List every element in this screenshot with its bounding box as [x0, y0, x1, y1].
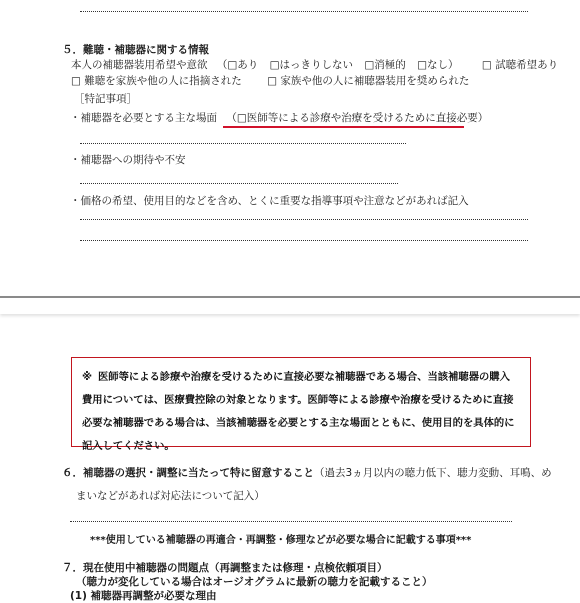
- red-underline: [223, 126, 464, 128]
- top-dotted-line: [80, 11, 528, 12]
- dotted-line-1: [80, 143, 406, 144]
- medical-deduction-notice: [71, 357, 531, 452]
- main-scene-label: ・補聴器を必要とする主な場面: [70, 112, 217, 124]
- dotted-line-5: [70, 521, 512, 522]
- wish-option-passive[interactable]: □消極的: [364, 59, 406, 71]
- section6-note-line2: まいなどがあれば対応法について記入）: [76, 490, 265, 502]
- section6-note-line1: （過去3ヵ月以内の聴力低下、聴力変動、耳鳴、め: [314, 467, 552, 479]
- notice-mark: ※: [82, 371, 93, 383]
- main-scene-row: [70, 110, 488, 125]
- hearing-aid-wish-row: [71, 57, 558, 72]
- dotted-line-3: [80, 219, 528, 220]
- wish-label: 本人の補聴器装用希望や意欲: [71, 59, 208, 71]
- dotted-line-2: [80, 183, 398, 184]
- page-break: [0, 296, 580, 314]
- section5-heading: ５．難聴・補聴器に関する情報: [62, 44, 209, 56]
- family-row: [71, 73, 469, 88]
- section7-subnote: （聴力が変化している場合はオージオグラムに最新の聴力を記載すること）: [76, 576, 433, 588]
- wish-option-unclear[interactable]: □はっきりしない: [269, 59, 354, 71]
- section6-heading: ６．補聴器の選択・調整に当たって特に留意すること: [62, 467, 314, 479]
- section6-heading-row: [62, 465, 552, 480]
- family-pointed-out-option[interactable]: □ 難聴を家族や他の人に指摘された: [71, 75, 242, 87]
- wish-option-none[interactable]: □なし）: [417, 59, 459, 71]
- wish-option-yes[interactable]: （□あり: [216, 59, 259, 71]
- dotted-line-4: [80, 240, 528, 241]
- family-recommended-option[interactable]: □ 家族や他の人に補聴器装用を奨められた: [267, 75, 470, 87]
- section7-item1: (1) 補聴器再調整が必要な理由: [70, 590, 217, 602]
- expectation-label: ・補聴器への期待や不安: [70, 154, 186, 166]
- instructions-label: ・価格の希望、使用目的などを含め、とくに重要な指導事項や注意などがあれば記入: [70, 195, 469, 207]
- section7-heading: ７．現在使用中補聴器の問題点（再調整または修理・点検依頼項目）: [62, 562, 388, 574]
- trial-listening-option[interactable]: □ 試聴希望あり: [481, 59, 559, 71]
- notice-text: 医師等による診療や治療を受けるために直接必要な補聴器である場合、当該補聴器の購入費用については、医療費控除の対象となります。医師等による診療や治療を受けるために直接必要な補聴器である場合は、当該補聴器を必要とする主な場面とともに、使用目的を具体的に記入してください。: [82, 371, 515, 452]
- direct-necessity-option[interactable]: （□医師等による診療や治療を受けるために直接必要）: [226, 112, 489, 124]
- special-notes-label: ［特記事項］: [74, 93, 137, 105]
- refit-note: ***使用している補聴器の再適合・再調整・修理などが必要な場合に記載する事項***: [90, 535, 472, 546]
